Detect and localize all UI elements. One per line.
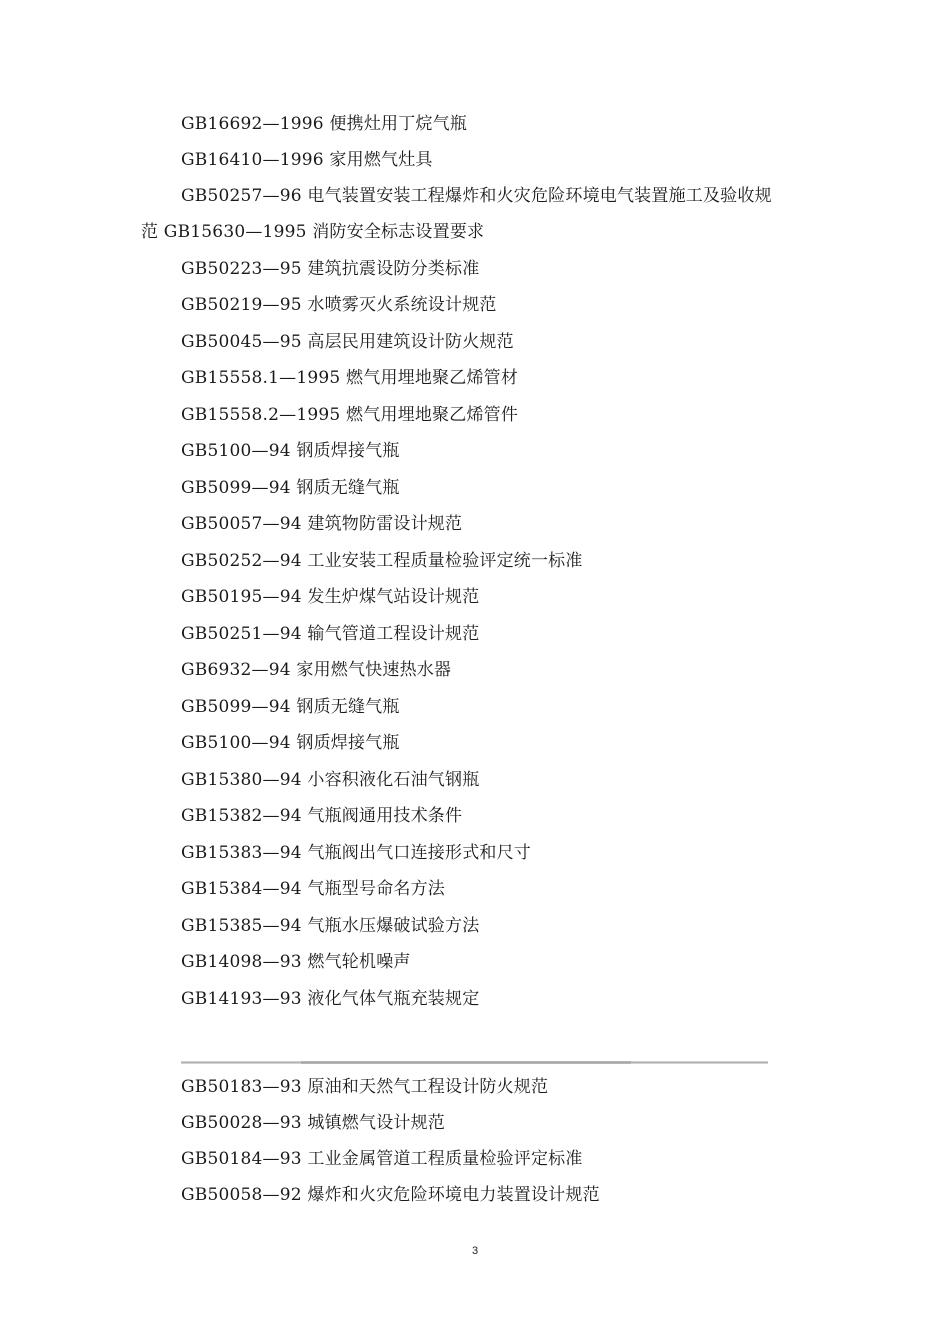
section-divider: [181, 1061, 768, 1064]
standard-line: GB50195—94 发生炉煤气站设计规范: [181, 587, 480, 607]
standard-line: GB50045—95 高层民用建筑设计防火规范: [181, 332, 514, 352]
standard-line: GB50251—94 输气管道工程设计规范: [181, 624, 480, 644]
standard-line: GB16692—1996 便携灶用丁烷气瓶: [181, 114, 468, 134]
standard-line: GB50028—93 城镇燃气设计规范: [181, 1113, 445, 1133]
standard-line: GB15558.2—1995 燃气用埋地聚乙烯管件: [181, 405, 519, 425]
standard-line: GB5100—94 钢质焊接气瓶: [181, 733, 400, 753]
standard-line: GB6932—94 家用燃气快速热水器: [181, 660, 452, 680]
standard-line: GB50252—94 工业安装工程质量检验评定统一标准: [181, 551, 583, 571]
standard-line: GB50183—93 原油和天然气工程设计防火规范: [181, 1077, 549, 1097]
standard-line-continued: 范 GB15630—1995 消防安全标志设置要求: [141, 222, 485, 242]
standard-line: GB15383—94 气瓶阀出气口连接形式和尺寸: [181, 843, 531, 863]
page-number: 3: [471, 1245, 479, 1257]
standard-line: GB50219—95 水喷雾灭火系统设计规范: [181, 295, 497, 315]
standard-line: GB50058—92 爆炸和火灾危险环境电力装置设计规范: [181, 1185, 600, 1205]
standard-line: GB50184—93 工业金属管道工程质量检验评定标准: [181, 1149, 583, 1169]
standard-line: GB50257—96 电气装置安装工程爆炸和火灾危险环境电气装置施工及验收规: [181, 186, 772, 206]
standard-line: GB15380—94 小容积液化石油气钢瓶: [181, 770, 480, 790]
standard-line: GB15558.1—1995 燃气用埋地聚乙烯管材: [181, 368, 519, 388]
standard-line: GB15385—94 气瓶水压爆破试验方法: [181, 916, 480, 936]
standard-line: GB5099—94 钢质无缝气瓶: [181, 697, 400, 717]
standard-line: GB50223—95 建筑抗震设防分类标准: [181, 259, 480, 279]
standard-line: GB16410—1996 家用燃气灶具: [181, 150, 433, 170]
standard-line: GB14193—93 液化气体气瓶充装规定: [181, 989, 480, 1009]
standard-line: GB5100—94 钢质焊接气瓶: [181, 441, 400, 461]
standard-line: GB14098—93 燃气轮机噪声: [181, 952, 411, 972]
standard-line: GB5099—94 钢质无缝气瓶: [181, 478, 400, 498]
standard-line: GB50057—94 建筑物防雷设计规范: [181, 514, 463, 534]
standard-line: GB15384—94 气瓶型号命名方法: [181, 879, 445, 899]
standard-line: GB15382—94 气瓶阀通用技术条件: [181, 806, 463, 826]
